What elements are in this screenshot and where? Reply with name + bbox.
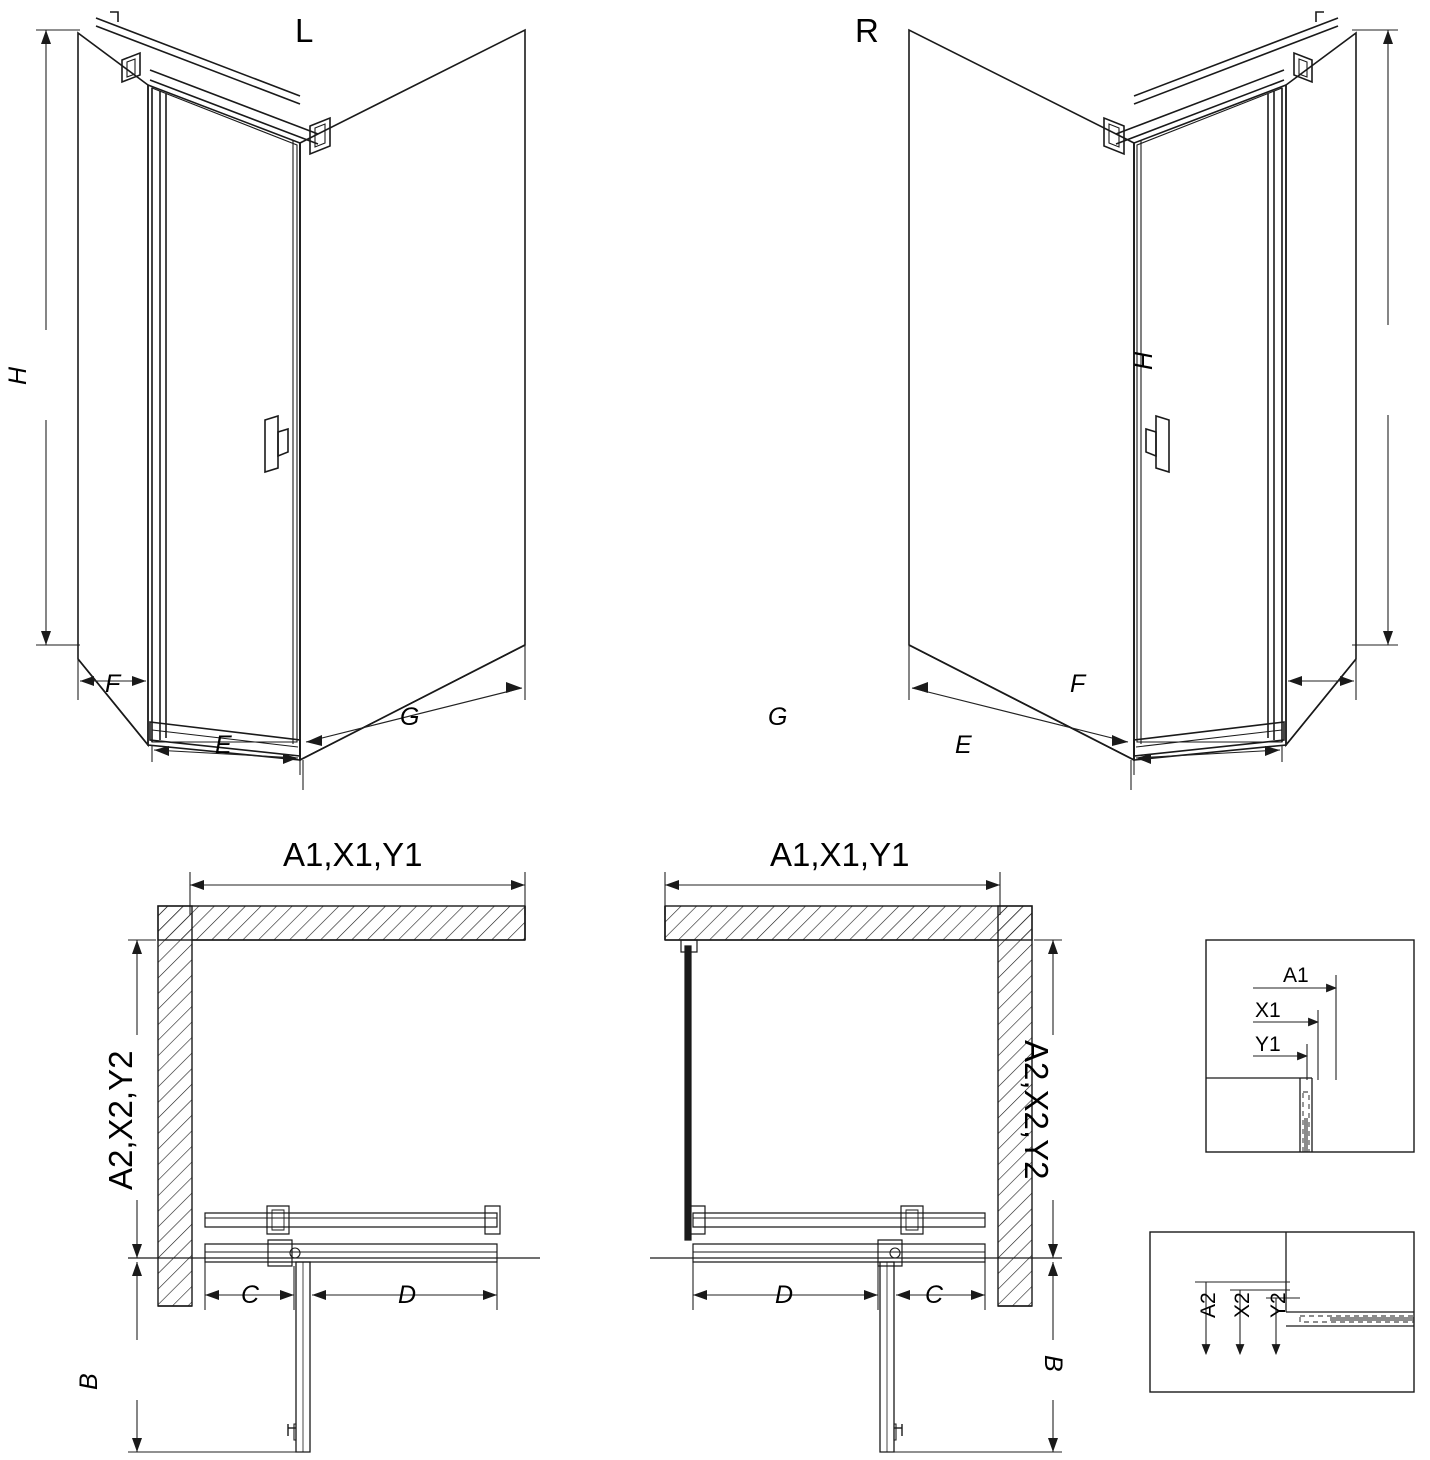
plan-top-dimension-left: A1,X1,Y1 [283,836,423,873]
plan-door-left-label-left: C [241,1281,260,1309]
plan-door-right-label-right: D [775,1281,794,1309]
detail-top-x1-label: X1 [1255,999,1281,1022]
iso-door-label-right: E [955,731,972,759]
plan-swing-label-left: B [75,1373,103,1390]
detail-top-a1-label: A1 [1283,964,1309,987]
plan-door-right-label-left: D [398,1281,417,1309]
iso-side-small-label-left: F [105,670,121,698]
plan-top-dimension-right: A1,X1,Y1 [770,836,910,873]
iso-side-large-label-right: G [768,703,788,731]
iso-side-small-label-right: F [1070,670,1086,698]
iso-side-large-label-left: G [400,703,420,731]
variant-label-right: R [855,12,879,49]
iso-door-label-left: E [215,731,232,759]
iso-height-label-left: H [4,366,32,385]
variant-label-left: L [295,12,314,49]
detail-bottom-x2-label: X2 [1231,1292,1254,1318]
plan-swing-label-right: B [1039,1355,1067,1372]
detail-top-y1-label: Y1 [1255,1033,1281,1056]
plan-door-left-label-right: C [925,1281,944,1309]
detail-bottom-a2-label: A2 [1197,1292,1220,1318]
plan-side-dimension-left: A2,X2,Y2 [102,1050,139,1190]
detail-bottom-y2-label: Y2 [1267,1292,1290,1318]
iso-height-label-right: H [1130,351,1158,370]
plan-side-dimension-right: A2,X2,Y2 [1018,1040,1055,1180]
